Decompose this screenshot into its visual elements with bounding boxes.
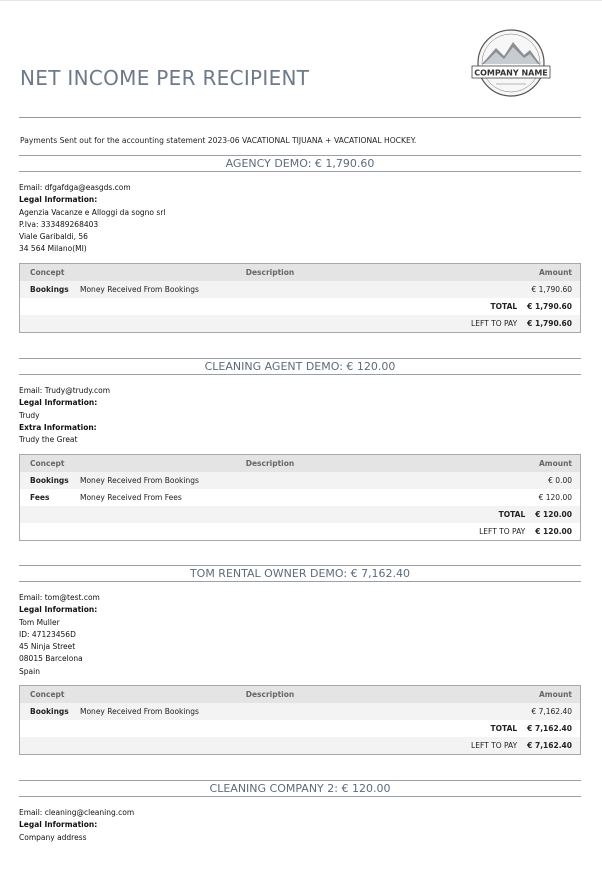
col-amount: Amount <box>538 690 572 699</box>
legal-line: Viale Garibaldi, 56 <box>19 232 88 242</box>
logo-text: COMPANY NAME <box>474 68 548 78</box>
left-to-pay-label: LEFT TO PAY <box>471 319 518 328</box>
left-to-pay-value: € 1,790.60 <box>527 319 572 328</box>
top-border <box>0 0 602 1</box>
legal-info-label: Legal Information: <box>19 820 98 830</box>
col-concept: Concept <box>30 459 65 468</box>
left-to-pay-row <box>20 315 580 332</box>
total-label: TOTAL <box>490 724 518 733</box>
cell-concept: Bookings <box>30 285 69 294</box>
legal-info-label: Legal Information: <box>19 195 98 205</box>
table-row <box>20 281 580 298</box>
legal-line: 34 564 Milano(MI) <box>19 244 87 254</box>
email-line: Email: tom@test.com <box>19 593 100 602</box>
table-header-row <box>20 455 580 472</box>
recipient-info <box>19 807 581 844</box>
table-row <box>20 703 580 720</box>
total-row <box>20 298 580 315</box>
email-line: Email: dfgafdga@easgds.com <box>19 183 131 192</box>
legal-line: Tom Muller <box>19 617 60 627</box>
email-line: Email: Trudy@trudy.com <box>19 386 111 395</box>
section-heading: CLEANING AGENT DEMO: € 120.00 <box>19 358 581 375</box>
email-line: Email: cleaning@cleaning.com <box>19 808 135 817</box>
legal-line: 08015 Barcelona <box>19 654 83 664</box>
header-divider <box>19 117 581 118</box>
left-to-pay-label: LEFT TO PAY <box>471 741 518 750</box>
payments-table <box>19 263 581 333</box>
total-label: TOTAL <box>490 302 518 311</box>
left-to-pay-row <box>20 523 580 540</box>
left-to-pay-row <box>20 737 580 754</box>
cell-amount: € 1,790.60 <box>531 285 572 294</box>
legal-line: 45 Ninja Street <box>19 642 76 652</box>
payments-table <box>19 685 581 755</box>
legal-info-label: Legal Information: <box>19 605 98 615</box>
col-amount: Amount <box>538 268 572 277</box>
legal-info-label: Legal Information: <box>19 398 98 408</box>
section-heading: TOM RENTAL OWNER DEMO: € 7,162.40 <box>19 565 581 582</box>
table-header-row <box>20 264 580 281</box>
recipient-section-cleaning-company <box>19 780 581 844</box>
legal-line: Spain <box>19 666 40 676</box>
section-heading: CLEANING COMPANY 2: € 120.00 <box>19 780 581 797</box>
total-row <box>20 720 580 737</box>
left-to-pay-label: LEFT TO PAY <box>479 527 526 536</box>
cell-amount: € 120.00 <box>538 493 572 502</box>
table-header-row <box>20 686 580 703</box>
company-logo <box>466 28 556 98</box>
cell-concept: Fees <box>30 493 50 502</box>
col-description: Description <box>245 268 295 277</box>
cell-description: Money Received From Fees <box>80 493 182 502</box>
legal-line: P.Iva: 333489268403 <box>19 219 99 229</box>
legal-line: ID: 47123456D <box>19 629 76 639</box>
cell-description: Money Received From Bookings <box>80 285 199 294</box>
cell-concept: Bookings <box>30 707 69 716</box>
recipient-section-cleaning-agent <box>19 358 581 536</box>
statement-intro: Payments Sent out for the accounting statement 2023-06 VACATIONAL TIJUANA + VACATIONAL HOCKEY. <box>20 136 417 145</box>
total-label: TOTAL <box>498 510 526 519</box>
table-row <box>20 489 580 506</box>
cell-description: Money Received From Bookings <box>80 476 199 485</box>
total-value: € 7,162.40 <box>527 724 572 733</box>
recipient-info <box>19 385 581 446</box>
section-heading: AGENCY DEMO: € 1,790.60 <box>19 155 581 172</box>
col-description: Description <box>245 690 295 699</box>
page-title: NET INCOME PER RECIPIENT <box>20 66 310 90</box>
cell-amount: € 0.00 <box>548 476 572 485</box>
legal-line: Agenzia Vacanze e Alloggi da sogno srl <box>19 207 166 217</box>
left-to-pay-value: € 120.00 <box>535 527 572 536</box>
cell-concept: Bookings <box>30 476 69 485</box>
recipient-section-agency <box>19 155 581 328</box>
extra-line: Trudy the Great <box>19 435 78 445</box>
recipient-info <box>19 592 581 678</box>
total-row <box>20 506 580 523</box>
legal-line: Trudy <box>19 410 40 420</box>
legal-line: Company address <box>19 832 87 842</box>
total-value: € 120.00 <box>535 510 572 519</box>
payments-table <box>19 454 581 541</box>
extra-info-label: Extra Information: <box>19 422 97 432</box>
left-to-pay-value: € 7,162.40 <box>527 741 572 750</box>
col-concept: Concept <box>30 690 65 699</box>
table-row <box>20 472 580 489</box>
recipient-info <box>19 182 581 256</box>
col-concept: Concept <box>30 268 65 277</box>
total-value: € 1,790.60 <box>527 302 572 311</box>
col-amount: Amount <box>538 459 572 468</box>
recipient-section-tom-rental <box>19 565 581 750</box>
cell-description: Money Received From Bookings <box>80 707 199 716</box>
cell-amount: € 7,162.40 <box>531 707 572 716</box>
col-description: Description <box>245 459 295 468</box>
